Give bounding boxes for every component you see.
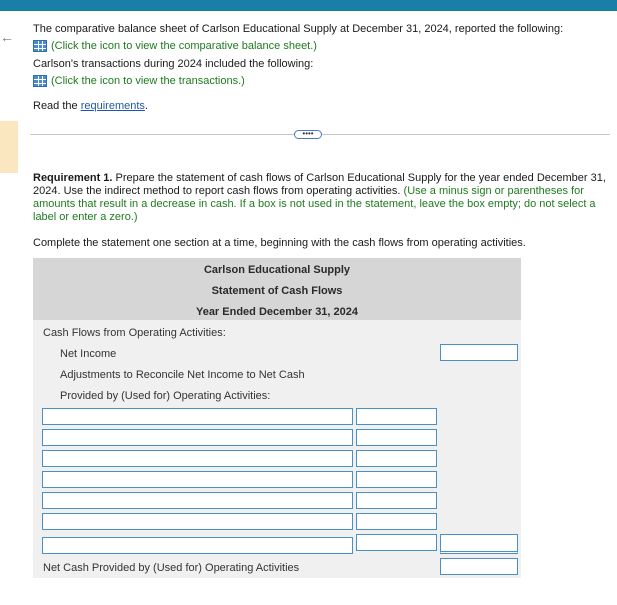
net-cash-operating-input[interactable] [440,558,518,575]
adjustment-amount-input[interactable] [356,513,437,530]
adjustments-label-line2: Provided by (Used for) Operating Activities: [60,390,271,402]
read-suffix: . [144,100,148,112]
adjustment-label-select[interactable] [42,513,353,530]
top-bar [0,0,617,11]
balance-sheet-link-text[interactable]: (Click the icon to view the comparative balance sheet.) [51,40,317,52]
expand-button[interactable]: •••• [294,130,322,139]
collapse-arrow-icon[interactable]: ← [0,29,14,45]
total-adjustments-input[interactable] [440,534,518,554]
adjustment-amount-input[interactable] [356,408,437,425]
operating-section-label: Cash Flows from Operating Activities: [43,327,226,339]
adjustment-label-select[interactable] [42,471,353,488]
net-income-amount-input[interactable] [440,344,518,361]
statement-period: Year Ended December 31, 2024 [195,306,359,318]
statement-title: Statement of Cash Flows [211,285,343,297]
adjustment-label-select[interactable] [42,450,353,467]
requirement-body: Prepare the statement of cash flows of Carlson Educational Supply for the year ended December 31, 2024. Use the indirect method to report cash flows from operating activities. [33,172,606,197]
table-icon[interactable] [33,75,47,87]
net-cash-operating-label: Net Cash Provided by (Used for) Operating Activities [43,562,300,574]
adjustments-label-line1: Adjustments to Reconcile Net Income to Net Cash [60,369,305,381]
requirement-text [33,172,608,224]
company-name: Carlson Educational Supply [203,264,351,276]
read-prefix: Read the [33,100,78,112]
instruction-text: Complete the statement one section at a time, beginning with the cash flows from operating activities. [33,237,526,249]
statement-header [33,258,521,320]
transactions-link-text[interactable]: (Click the icon to view the transactions.) [51,75,245,87]
balance-sheet-intro: The comparative balance sheet of Carlson Educational Supply at December 31, 2024, reported the following: [33,23,564,35]
adjustment-amount-input[interactable] [356,471,437,488]
adjustment-amount-input[interactable] [356,450,437,467]
adjustment-label-select[interactable] [42,408,353,425]
cash-flow-statement [33,258,521,578]
table-icon[interactable] [33,40,47,52]
adjustment-label-select[interactable] [42,429,353,446]
transactions-link[interactable] [33,74,245,88]
requirements-link[interactable]: requirements [80,100,145,112]
requirement-hint: (Use a minus sign or parentheses for amounts that result in a decrease in cash. If a box is not used in the statement, leave the box empty; do not select a label or enter a zero.) [33,185,596,223]
adjustment-label-select[interactable] [42,537,353,554]
requirement-label: Requirement 1. [33,172,113,184]
net-income-label: Net Income [60,348,117,360]
transactions-intro: Carlson's transactions during 2024 included the following: [33,58,314,70]
balance-sheet-link[interactable] [33,39,317,53]
adjustment-amount-input[interactable] [356,492,437,509]
adjustment-amount-input[interactable] [356,534,437,551]
read-requirements [33,99,148,113]
adjustment-label-select[interactable] [42,492,353,509]
side-tab[interactable] [0,121,18,173]
adjustment-amount-input[interactable] [356,429,437,446]
